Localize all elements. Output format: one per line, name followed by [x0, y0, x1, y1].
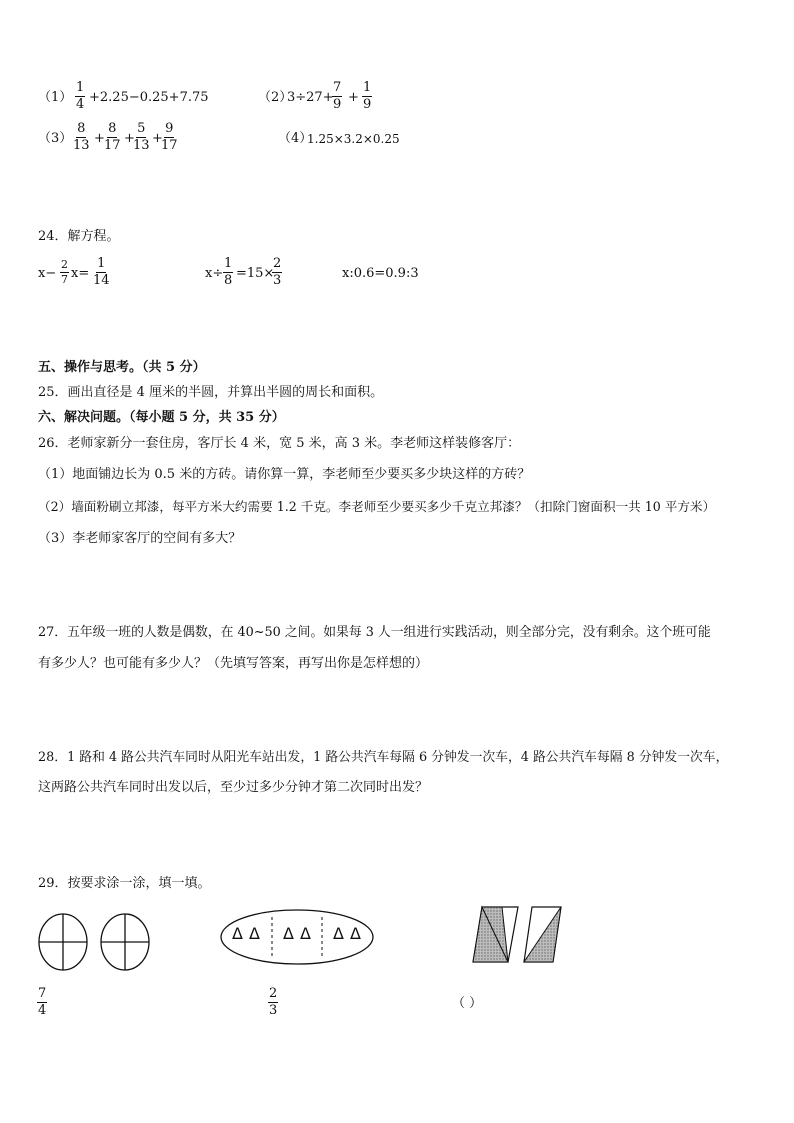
- plus-sign: +: [152, 131, 163, 146]
- calc-3-label: （3）: [38, 131, 73, 146]
- eq2-part: =15×: [236, 266, 275, 281]
- fraction-label: $\frac{2}{3}$: [269, 986, 278, 1018]
- fraction: $\frac{5}{13}$: [133, 121, 150, 153]
- calc-4-expr: 1.25×3.2×0.25: [307, 132, 400, 146]
- plus-sign: +: [124, 131, 135, 146]
- plus-sign: +: [348, 90, 359, 105]
- q29-title: 29．按要求涂一涂，填一填。: [38, 876, 211, 891]
- q27-line2: 有多少人？也可能有多少人？（先填写答案，再写出你是怎样想的）: [38, 656, 429, 671]
- q26-stem: 26．老师家新分一套住房，客厅长 4 米，宽 5 米，高 3 米。李老师这样装修客厅：: [38, 436, 521, 451]
- fraction: $\frac{8}{17}$: [104, 121, 121, 153]
- calc-1-label: （1）: [38, 90, 73, 105]
- fraction: $\frac{1}{8}$: [224, 256, 233, 288]
- q28-line2: 这两路公共汽车同时出发以后，至少过多少分钟才第二次同时出发？: [38, 780, 429, 795]
- eq1-part: x=: [71, 266, 90, 281]
- fraction: $\frac{2}{3}$: [273, 256, 282, 288]
- fraction-label: $\frac{7}{4}$: [38, 986, 47, 1018]
- circle-divided-four: [100, 913, 152, 973]
- fraction: $\frac{1}{4}$: [76, 80, 85, 112]
- section-5-heading: 五、操作与思考。（共 5 分）: [38, 360, 206, 375]
- triangle-pair: ΔΔ: [333, 924, 367, 943]
- fraction: $\frac{9}{17}$: [161, 121, 178, 153]
- calc-2-label: （2）: [258, 90, 293, 105]
- fraction: $\frac{1}{14}$: [93, 256, 110, 288]
- calc-2-expr: 3÷27+: [287, 90, 334, 105]
- fraction: $\frac{8}{13}$: [73, 121, 90, 153]
- fraction: $\frac{1}{9}$: [363, 80, 372, 112]
- section-6-heading: 六、解决问题。（每小题 5 分，共 35 分）: [38, 410, 285, 425]
- q26-sub3: （3）李老师家客厅的空间有多大？: [38, 531, 242, 546]
- q25-text: 25．画出直径是 4 厘米的半圆，并算出半圆的周长和面积。: [38, 385, 384, 400]
- calc-1-expr: +2.25−0.25+7.75: [89, 90, 209, 105]
- plus-sign: +: [94, 131, 105, 146]
- q27-line1: 27．五年级一班的人数是偶数，在 40~50 之间。如果每 3 人一组进行实践活动，则全部分完，没有剩余。这个班可能: [38, 625, 711, 640]
- triangle-pair: ΔΔ: [283, 924, 317, 943]
- eq2-part: x÷: [205, 266, 224, 281]
- circle-divided-four: [38, 913, 90, 973]
- q28-line1: 28．1 路和 4 路公共汽车同时从阳光车站出发，1 路公共汽车每隔 6 分钟发一次车，4 路公共汽车每隔 8 分钟发一次车，: [38, 750, 729, 765]
- q26-sub2: （2）墙面粉刷立邦漆，每平方米大约需要 1.2 千克。李老师至少要买多少千克立邦漆？（扣除门窗面积一共 10 平方米）: [38, 499, 716, 514]
- fraction: $\frac{7}{9}$: [333, 80, 342, 112]
- shaded-parallelograms: [472, 904, 562, 966]
- q26-sub1: （1）地面铺边长为 0.5 米的方砖。请你算一算，李老师至少要买多少块这样的方砖？: [38, 467, 531, 482]
- q24-title: 24．解方程。: [38, 229, 120, 244]
- calc-4-label: （4）: [278, 131, 313, 146]
- fraction: $\frac{2}{7}$: [61, 258, 68, 286]
- answer-blank[interactable]: （ ）: [452, 996, 483, 1011]
- eq1-part: x−: [38, 266, 57, 281]
- triangle-pair: ΔΔ: [232, 924, 266, 943]
- eq3: x:0.6=0.9:3: [342, 266, 419, 281]
